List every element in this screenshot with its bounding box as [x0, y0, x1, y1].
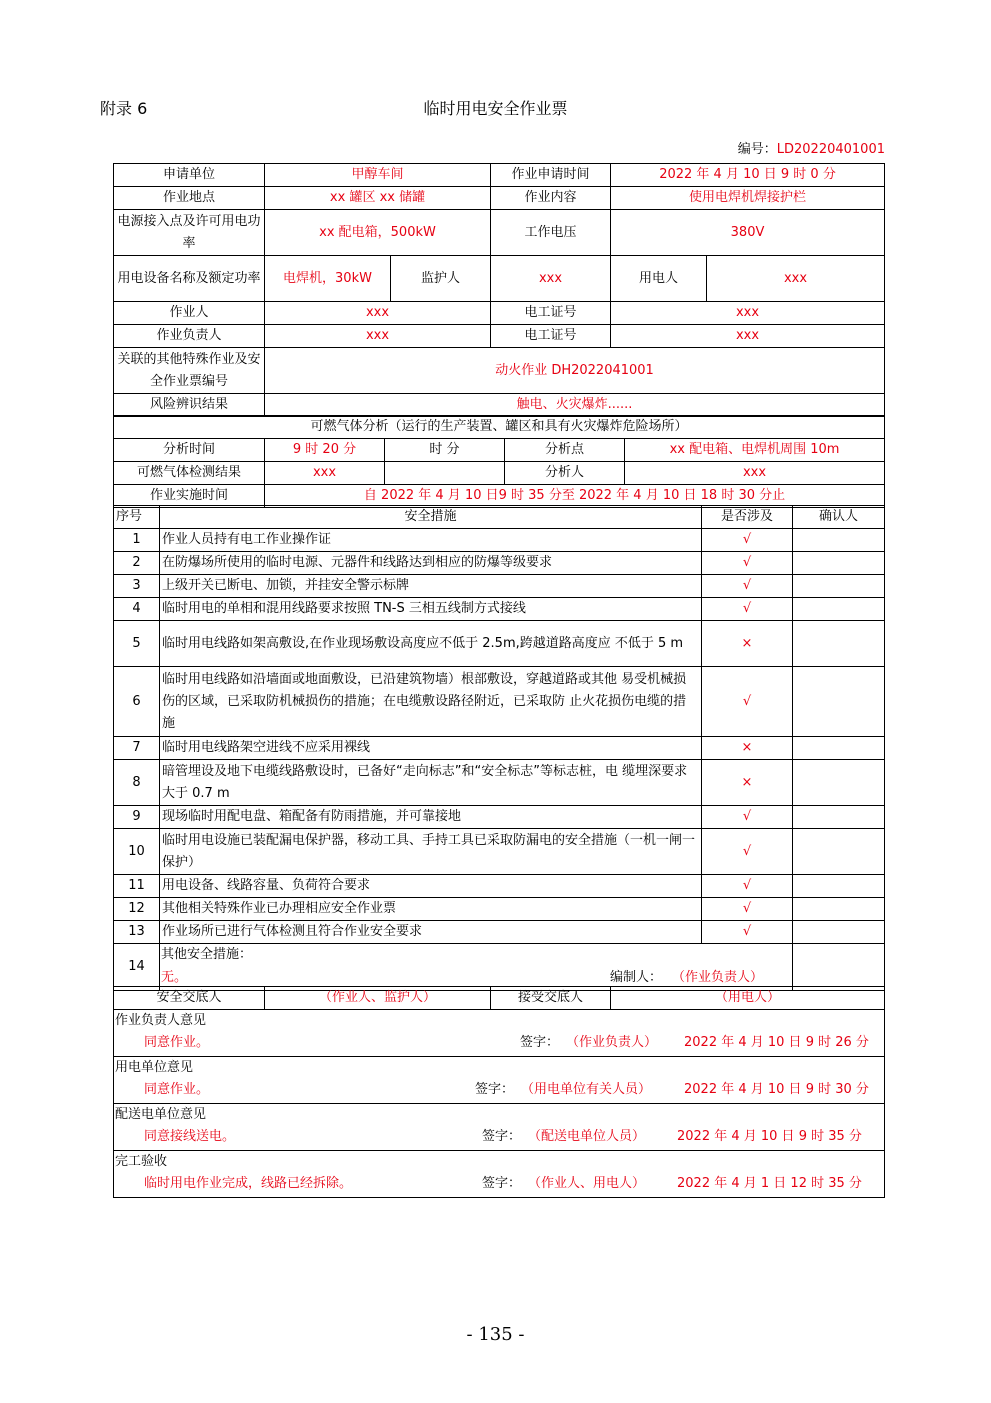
other-measures-cell	[160, 944, 793, 991]
opinion-title: 完工验收	[115, 1154, 168, 1169]
apply-time-label: 作业申请时间	[491, 164, 611, 187]
signer: （配送电单位人员）	[528, 1129, 646, 1144]
row-confirm	[793, 760, 885, 806]
row-no: 9	[114, 806, 160, 829]
sign-label: 签字：	[482, 1129, 522, 1144]
user-label: 用电人	[611, 256, 707, 302]
sign-label: 签字：	[475, 1082, 515, 1097]
row-measure: 临时用电线路如沿墙面或地面敷设，已沿建筑物墙）根部敷设，穿越道路或其他 易受机械损伤的区域，已采取防机械损伤的措施；在电缆敷设路径附近，已采取防 止火花损伤电缆的措施	[160, 667, 702, 737]
worker-cert-label: 电工证号	[491, 302, 611, 325]
row-confirm	[793, 944, 885, 991]
opinion-title: 配送电单位意见	[115, 1107, 207, 1122]
worker-label: 作业人	[114, 302, 265, 325]
row-measure: 临时用电线路如架高敷设,在作业现场敷设高度应不低于 2.5m,跨越道路高度应 不低于 5 m	[160, 621, 702, 667]
page-number: - 135 -	[466, 1324, 525, 1345]
ticket-number-value: LD20220401001	[776, 142, 885, 157]
row-no: 11	[114, 875, 160, 898]
worker-cert-value: xxx	[611, 302, 885, 325]
table-row	[114, 898, 885, 921]
equipment-label: 用电设备名称及额定功率	[114, 256, 265, 302]
col-measure-header: 安全措施	[160, 506, 702, 529]
analysis-point-label: 分析点	[505, 439, 625, 462]
analyst-label: 分析人	[505, 462, 625, 485]
row-confirm	[793, 667, 885, 737]
row-no: 5	[114, 621, 160, 667]
leader-cert-label: 电工证号	[491, 325, 611, 348]
leader-label: 作业负责人	[114, 325, 265, 348]
row-measure: 上级开关已断电、加锁，并挂安全警示标牌	[160, 575, 702, 598]
row-mark: ×	[702, 737, 793, 760]
col-involved-header: 是否涉及	[702, 506, 793, 529]
row-confirm	[793, 737, 885, 760]
other-measures-row	[114, 944, 885, 991]
row-no: 4	[114, 598, 160, 621]
table-row	[114, 529, 885, 552]
apply-unit-value: 甲醇车间	[265, 164, 491, 187]
content-value: 使用电焊机焊接护栏	[611, 187, 885, 210]
analysis-time-2: 时 分	[385, 439, 505, 462]
table-row	[114, 667, 885, 737]
sign-date: 2022 年 4 月 10 日 9 时 35 分	[677, 1129, 862, 1144]
risk-label: 风险辨识结果	[114, 394, 265, 417]
power-point-label: 电源接入点及许可用电功率	[114, 210, 265, 256]
row-mark: √	[702, 529, 793, 552]
power-unit-opinion-row	[114, 1104, 885, 1151]
power-point-value: xx 配电箱，500kW	[265, 210, 491, 256]
editor-value: （作业负责人）	[672, 970, 764, 985]
row-confirm	[793, 529, 885, 552]
table-row	[114, 552, 885, 575]
table-row	[114, 760, 885, 806]
row-confirm	[793, 829, 885, 875]
row-no: 12	[114, 898, 160, 921]
row-mark: √	[702, 875, 793, 898]
table-row	[114, 875, 885, 898]
risk-value: 触电、火灾爆炸......	[265, 394, 885, 417]
row-measure: 用电设备、线路容量、负荷符合要求	[160, 875, 702, 898]
user-unit-opinion-row	[114, 1057, 885, 1104]
document-title: 临时用电安全作业票	[423, 99, 568, 118]
opinion-text: 同意接线送电。	[144, 1129, 236, 1144]
opinion-text: 同意作业。	[144, 1082, 210, 1097]
related-value: 动火作业 DH2022041001	[265, 348, 885, 394]
row-measure: 作业人员持有电工作业操作证	[160, 529, 702, 552]
table-row	[114, 598, 885, 621]
signer: （作业负责人）	[566, 1035, 658, 1050]
sign-date: 2022 年 4 月 10 日 9 时 26 分	[684, 1035, 869, 1050]
row-measure: 现场临时用配电盘、箱配备有防雨措施，并可靠接地	[160, 806, 702, 829]
user-value: xxx	[707, 256, 885, 302]
row-confirm	[793, 875, 885, 898]
sign-label: 签字：	[520, 1035, 560, 1050]
analysis-point-value: xx 配电箱、电焊机周围 10m	[625, 439, 885, 462]
row-mark: ×	[702, 621, 793, 667]
row-mark: √	[702, 667, 793, 737]
row-measure: 临时用电设施已装配漏电保护器，移动工具、手持工具已采取防漏电的安全措施（一机一闸一保护）	[160, 829, 702, 875]
row-confirm	[793, 598, 885, 621]
opinion-text: 临时用电作业完成，线路已经拆除。	[144, 1176, 353, 1191]
row-measure: 其他相关特殊作业已办理相应安全作业票	[160, 898, 702, 921]
other-measures-label: 其他安全措施：	[161, 947, 253, 962]
row-confirm	[793, 898, 885, 921]
row-measure: 在防爆场所使用的临时电源、元器件和线路达到相应的防爆等级要求	[160, 552, 702, 575]
signer: （用电单位有关人员）	[521, 1082, 652, 1097]
worker-value: xxx	[265, 302, 491, 325]
row-no: 6	[114, 667, 160, 737]
row-mark: √	[702, 552, 793, 575]
gas-result-label: 可燃气体检测结果	[114, 462, 265, 485]
sign-date: 2022 年 4 月 1 日 12 时 35 分	[677, 1176, 862, 1191]
table-row	[114, 737, 885, 760]
row-no: 10	[114, 829, 160, 875]
related-label: 关联的其他特殊作业及安全作业票编号	[114, 348, 265, 394]
supervisor-label: 监护人	[391, 256, 491, 302]
col-no-header: 序号	[114, 506, 160, 529]
ticket-number-label: 编号：	[737, 142, 777, 157]
row-no: 13	[114, 921, 160, 944]
analysis-time-1: 9 时 20 分	[265, 439, 385, 462]
signer: （作业人、用电人）	[528, 1176, 646, 1191]
safety-handover-value: （作业人、监护人）	[265, 987, 491, 1010]
editor-label: 编制人：	[610, 970, 663, 985]
safety-handover-label: 安全交底人	[114, 987, 265, 1010]
row-no: 8	[114, 760, 160, 806]
row-confirm	[793, 575, 885, 598]
row-confirm	[793, 621, 885, 667]
sign-date: 2022 年 4 月 10 日 9 时 30 分	[684, 1082, 869, 1097]
gas-section-title: 可燃气体分析（运行的生产装置、罐区和具有火灾爆炸危险场所）	[114, 416, 885, 439]
table-row	[114, 829, 885, 875]
opinion-title: 用电单位意见	[115, 1060, 194, 1075]
row-mark: √	[702, 598, 793, 621]
row-no: 14	[114, 944, 160, 991]
ticket-number	[738, 138, 885, 157]
location-value: xx 罐区 xx 储罐	[265, 187, 491, 210]
apply-time-value: 2022 年 4 月 10 日 9 时 0 分	[611, 164, 885, 187]
table-row	[114, 921, 885, 944]
row-confirm	[793, 552, 885, 575]
row-no: 1	[114, 529, 160, 552]
impl-time-value: 自 2022 年 4 月 10 日9 时 35 分至 2022 年 4 月 10 日 18 时 30 分止	[265, 485, 885, 508]
row-measure: 临时用电的单相和混用线路要求按照 TN-S 三相五线制方式接线	[160, 598, 702, 621]
receive-handover-label: 接受交底人	[491, 987, 611, 1010]
opinion-text: 同意作业。	[144, 1035, 210, 1050]
gas-table	[113, 415, 885, 508]
apply-unit-label: 申请单位	[114, 164, 265, 187]
leader-opinion-row	[114, 1010, 885, 1057]
row-no: 7	[114, 737, 160, 760]
table-row	[114, 621, 885, 667]
col-confirm-header: 确认人	[793, 506, 885, 529]
row-no: 2	[114, 552, 160, 575]
gas-result-value: xxx	[265, 462, 385, 485]
leader-value: xxx	[265, 325, 491, 348]
appendix-label: 附录 6	[100, 99, 148, 118]
analyst-value: xxx	[625, 462, 885, 485]
location-label: 作业地点	[114, 187, 265, 210]
leader-cert-value: xxx	[611, 325, 885, 348]
gas-result-empty	[385, 462, 505, 485]
measures-table	[113, 505, 885, 991]
signoff-table	[113, 986, 885, 1198]
table-row	[114, 575, 885, 598]
supervisor-value: xxx	[491, 256, 611, 302]
row-mark: √	[702, 575, 793, 598]
other-measures-value: 无。	[161, 970, 188, 985]
opinion-title: 作业负责人意见	[115, 1013, 207, 1028]
row-mark: √	[702, 898, 793, 921]
row-measure: 暗管埋设及地下电缆线路敷设时，已备好“走向标志”和“安全标志”等标志桩，电 缆埋深要求大于 0.7 m	[160, 760, 702, 806]
row-measure: 临时用电线路架空进线不应采用裸线	[160, 737, 702, 760]
row-mark: √	[702, 806, 793, 829]
table-row	[114, 806, 885, 829]
row-no: 3	[114, 575, 160, 598]
row-confirm	[793, 806, 885, 829]
voltage-value: 380V	[611, 210, 885, 256]
sign-label: 签字：	[482, 1176, 522, 1191]
impl-time-label: 作业实施时间	[114, 485, 265, 508]
row-mark: √	[702, 921, 793, 944]
voltage-label: 工作电压	[491, 210, 611, 256]
receive-handover-value: （用电人）	[611, 987, 885, 1010]
row-measure: 作业场所已进行气体检测且符合作业安全要求	[160, 921, 702, 944]
row-mark: ×	[702, 760, 793, 806]
content-label: 作业内容	[491, 187, 611, 210]
completion-row	[114, 1151, 885, 1198]
row-confirm	[793, 921, 885, 944]
info-table	[113, 163, 885, 417]
equipment-value: 电焊机，30kW	[265, 256, 391, 302]
analysis-time-label: 分析时间	[114, 439, 265, 462]
row-mark: √	[702, 829, 793, 875]
